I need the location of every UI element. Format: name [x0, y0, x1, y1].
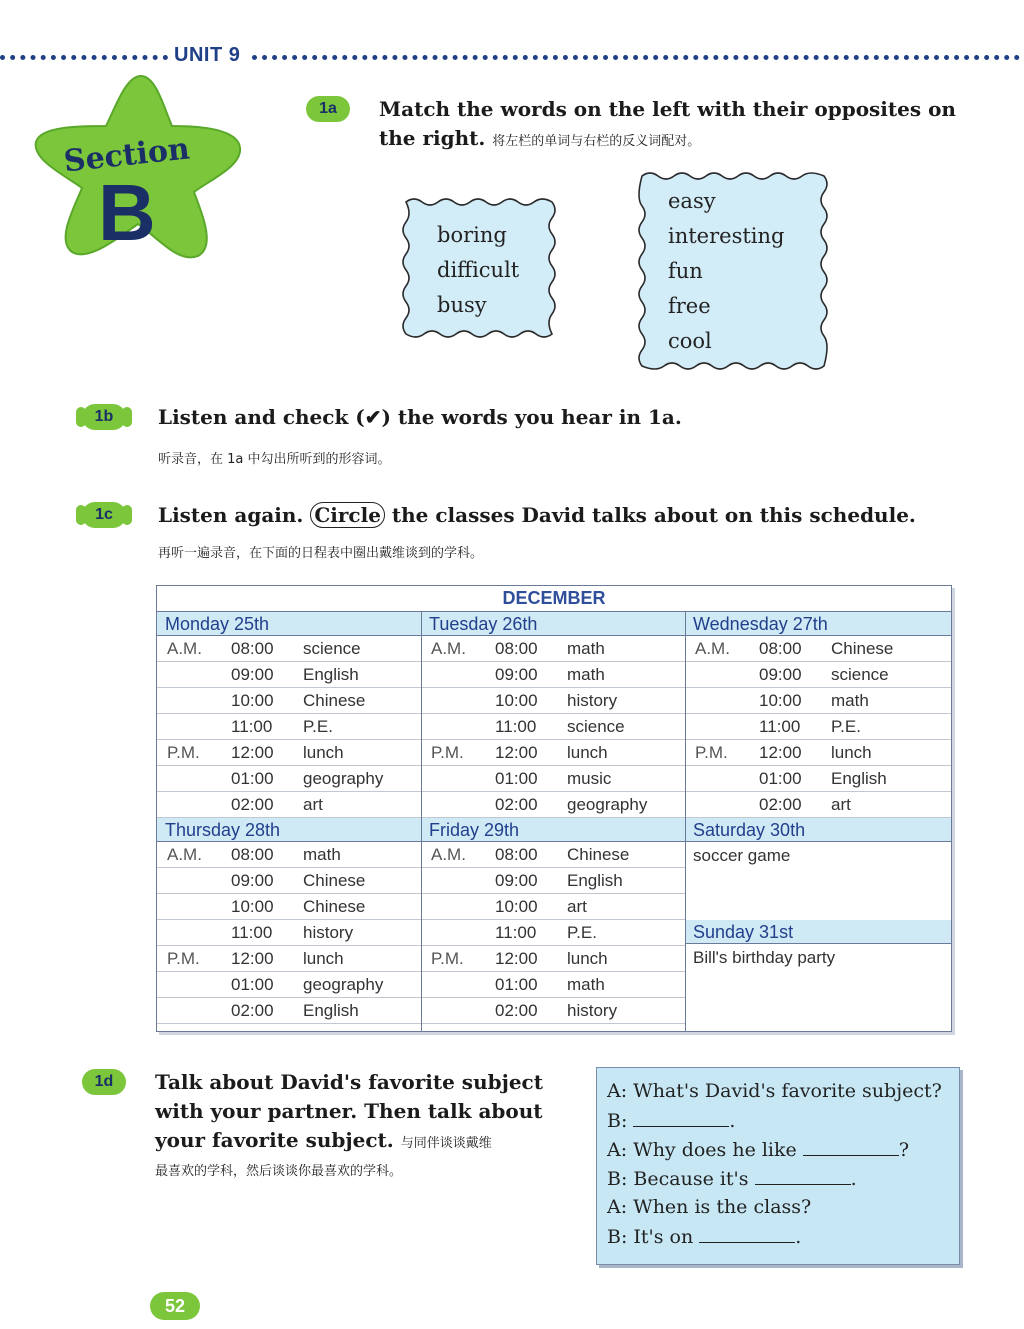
class-time: 01:00 [759, 769, 802, 788]
class-time: 12:00 [231, 743, 274, 762]
right-word-list [668, 184, 784, 359]
class-subject: English [831, 769, 887, 788]
schedule-row [157, 662, 421, 688]
class-time: 09:00 [759, 665, 802, 684]
instruction-1d [155, 1068, 575, 1158]
class-subject: math [303, 845, 341, 864]
schedule-row [685, 766, 951, 792]
class-subject: science [303, 639, 361, 658]
right-word-2: interesting [668, 224, 785, 248]
schedule-row [157, 766, 421, 792]
instruction-1d-line3-cn: 与同伴谈谈戴维 [400, 1136, 492, 1151]
schedule-row [685, 636, 951, 662]
day-header: Friday 29th [421, 818, 685, 842]
column-divider [685, 612, 686, 1031]
class-subject: math [567, 639, 605, 658]
left-word-2: difficult [437, 258, 520, 282]
class-subject: Chinese [567, 845, 630, 864]
class-time: 12:00 [495, 743, 538, 762]
left-word-list [437, 218, 519, 323]
schedule-row [685, 662, 951, 688]
class-subject: Chinese [303, 897, 366, 916]
day-header: Sunday 31st [685, 920, 951, 944]
right-word-1: easy [668, 189, 716, 213]
instruction-1a-line2: the right. [379, 126, 486, 150]
schedule-row [421, 972, 685, 998]
schedule-row [157, 946, 421, 972]
schedule-row [421, 636, 685, 662]
period-label: A.M. [431, 639, 466, 658]
december-schedule [156, 585, 952, 1032]
schedule-row [157, 972, 421, 998]
column-divider [421, 612, 422, 1031]
schedule-row [685, 792, 951, 818]
instruction-1a-cn: 将左栏的单词与右栏的反义词配对。 [492, 134, 701, 149]
class-time: 08:00 [231, 639, 274, 658]
answer-blank[interactable] [803, 1138, 899, 1156]
circle-word: Circle [310, 502, 385, 528]
badge-1d: 1d [82, 1069, 126, 1095]
schedule-row [157, 920, 421, 946]
class-time: 09:00 [495, 665, 538, 684]
class-subject: music [567, 769, 612, 788]
period-label: P.M. [167, 743, 200, 762]
class-subject: English [567, 871, 623, 890]
schedule-row [421, 868, 685, 894]
class-time: 01:00 [231, 769, 274, 788]
class-time: 02:00 [759, 795, 802, 814]
class-time: 11:00 [495, 717, 537, 736]
instruction-1c-post: the classes David talks about on this schedule. [391, 503, 916, 527]
instruction-1b: Listen and check (✔) the words you hear in 1a. [158, 405, 682, 429]
schedule-row [157, 894, 421, 920]
class-time: 09:00 [495, 871, 538, 890]
answer-blank[interactable] [755, 1167, 851, 1185]
dialogue-line-3: A: Why does he like ? [607, 1139, 910, 1161]
class-time: 11:00 [231, 717, 273, 736]
headphone-icon [76, 407, 86, 427]
right-word-3: fun [668, 259, 703, 283]
class-subject: Chinese [303, 871, 366, 890]
period-label: A.M. [167, 639, 202, 658]
left-word-1: boring [437, 223, 507, 247]
day-header: Wednesday 27th [685, 612, 951, 636]
left-word-3: busy [437, 293, 487, 317]
section-word: Section [62, 131, 192, 180]
class-time: 01:00 [495, 769, 538, 788]
headphone-icon [76, 505, 86, 525]
instruction-1b-cn: 听录音，在 1a 中勾出所听到的形容词。 [158, 452, 391, 467]
class-subject: lunch [831, 743, 872, 762]
page-number: 52 [150, 1292, 200, 1320]
schedule-row [421, 920, 685, 946]
class-time: 10:00 [495, 691, 538, 710]
unit-title: UNIT 9 [174, 44, 241, 66]
period-label: P.M. [695, 743, 728, 762]
schedule-title: DECEMBER [157, 586, 951, 612]
header-dots-left [0, 55, 168, 60]
badge-1a: 1a [306, 96, 350, 122]
dialogue-line-1: A: What's David's favorite subject? [607, 1080, 942, 1102]
class-subject: math [567, 975, 605, 994]
schedule-row [421, 766, 685, 792]
schedule-row [157, 792, 421, 818]
instruction-1d-line3: your favorite subject. [155, 1128, 394, 1152]
day-header: Thursday 28th [157, 818, 421, 842]
schedule-row [157, 714, 421, 740]
section-letter: B [98, 168, 156, 257]
instruction-1c-pre: Listen again. [158, 503, 304, 527]
class-subject: lunch [567, 743, 608, 762]
class-subject: Chinese [831, 639, 894, 658]
instruction-1a [379, 95, 999, 156]
instruction-1d-line2: with your partner. Then talk about [155, 1099, 543, 1123]
dialogue-line-4: B: Because it's . [607, 1168, 857, 1190]
schedule-row [157, 688, 421, 714]
class-time: 01:00 [231, 975, 274, 994]
class-time: 08:00 [231, 845, 274, 864]
class-time: 08:00 [759, 639, 802, 658]
schedule-row [421, 894, 685, 920]
dialogue-box [596, 1067, 960, 1265]
section-b-star-logo [26, 68, 248, 264]
schedule-row [421, 842, 685, 868]
schedule-row [157, 998, 421, 1024]
schedule-row [421, 946, 685, 972]
badge-1c: 1c [82, 502, 126, 528]
class-time: 12:00 [759, 743, 802, 762]
class-subject: P.E. [567, 923, 597, 942]
class-time: 11:00 [759, 717, 801, 736]
answer-blank[interactable] [699, 1225, 795, 1243]
schedule-row [421, 688, 685, 714]
class-subject: history [303, 923, 354, 942]
class-time: 02:00 [231, 1001, 274, 1020]
answer-blank[interactable] [633, 1109, 729, 1127]
class-subject: P.E. [303, 717, 333, 736]
dialogue-line-5: A: When is the class? [607, 1196, 812, 1218]
class-time: 10:00 [231, 897, 274, 916]
class-subject: history [567, 1001, 618, 1020]
day-header: Monday 25th [157, 612, 421, 636]
schedule-row [685, 688, 951, 714]
class-time: 12:00 [495, 949, 538, 968]
class-time: 02:00 [495, 795, 538, 814]
period-label: P.M. [431, 743, 464, 762]
schedule-row [421, 792, 685, 818]
class-subject: math [567, 665, 605, 684]
schedule-row [421, 662, 685, 688]
schedule-row [157, 868, 421, 894]
class-subject: science [831, 665, 889, 684]
class-subject: geography [303, 769, 384, 788]
period-label: A.M. [167, 845, 202, 864]
schedule-row [157, 636, 421, 662]
period-label: P.M. [431, 949, 464, 968]
class-time: 01:00 [495, 975, 538, 994]
instruction-1d-line1: Talk about David's favorite subject [155, 1070, 543, 1094]
instruction-1d-cn: 最喜欢的学科，然后谈谈你最喜欢的学科。 [155, 1164, 403, 1179]
schedule-row [157, 740, 421, 766]
period-label: A.M. [695, 639, 730, 658]
period-label: A.M. [431, 845, 466, 864]
class-time: 02:00 [231, 795, 274, 814]
class-subject: art [567, 897, 587, 916]
class-time: 02:00 [495, 1001, 538, 1020]
instruction-1c-cn: 再听一遍录音，在下面的日程表中圈出戴维谈到的学科。 [158, 546, 484, 561]
class-subject: P.E. [831, 717, 861, 736]
class-subject: lunch [303, 743, 344, 762]
class-subject: English [303, 665, 359, 684]
day-event: soccer game [693, 846, 791, 865]
class-subject: lunch [567, 949, 608, 968]
class-time: 08:00 [495, 639, 538, 658]
class-time: 10:00 [495, 897, 538, 916]
dialogue-line-2: B: . [607, 1110, 736, 1132]
instruction-1c [158, 501, 916, 530]
day-event: Bill's birthday party [693, 948, 836, 967]
class-time: 12:00 [231, 949, 274, 968]
day-header: Tuesday 26th [421, 612, 685, 636]
class-subject: history [567, 691, 618, 710]
schedule-row [157, 842, 421, 868]
day-header: Saturday 30th [685, 818, 951, 842]
class-subject: art [303, 795, 323, 814]
badge-1b: 1b [82, 404, 126, 430]
period-label: P.M. [167, 949, 200, 968]
dialogue-line-6: B: It's on . [607, 1226, 802, 1248]
class-subject: lunch [303, 949, 344, 968]
class-time: 09:00 [231, 871, 274, 890]
right-word-4: free [668, 294, 711, 318]
class-time: 11:00 [495, 923, 537, 942]
class-subject: art [831, 795, 851, 814]
class-subject: Chinese [303, 691, 366, 710]
class-subject: science [567, 717, 625, 736]
schedule-row [421, 740, 685, 766]
class-subject: math [831, 691, 869, 710]
class-time: 10:00 [231, 691, 274, 710]
class-subject: English [303, 1001, 359, 1020]
right-word-5: cool [668, 329, 712, 353]
class-time: 09:00 [231, 665, 274, 684]
schedule-row [421, 714, 685, 740]
instruction-1a-line1: Match the words on the left with their opposites on [379, 97, 956, 121]
class-subject: geography [303, 975, 384, 994]
header-dots-right [252, 55, 1020, 60]
class-time: 11:00 [231, 923, 273, 942]
class-subject: geography [567, 795, 648, 814]
class-time: 10:00 [759, 691, 802, 710]
schedule-row [685, 740, 951, 766]
schedule-row [421, 998, 685, 1024]
class-time: 08:00 [495, 845, 538, 864]
schedule-row [685, 714, 951, 740]
